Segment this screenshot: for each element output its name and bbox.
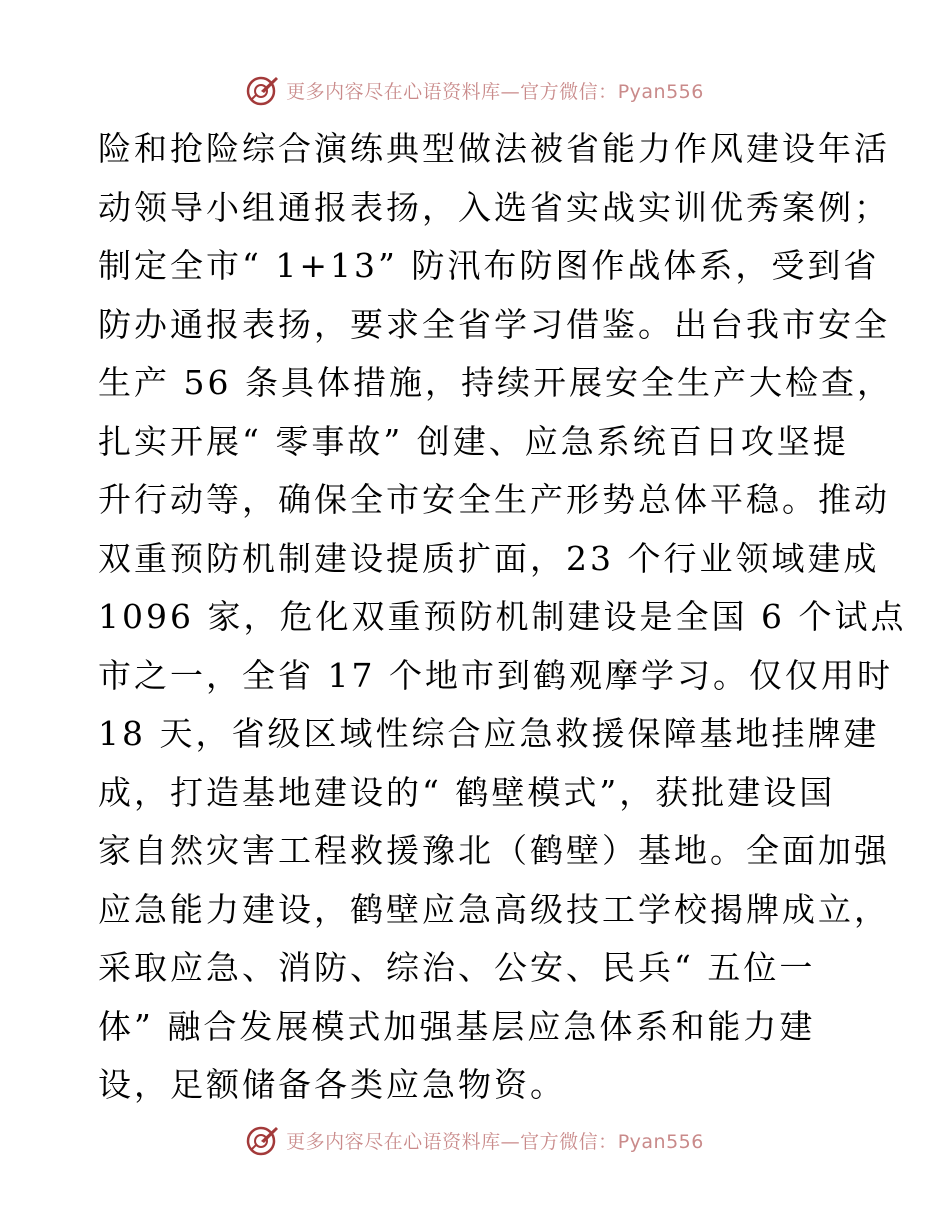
footer-watermark xyxy=(0,1120,950,1160)
text-line: 升行动等，确保全市安全生产形势总体平稳。推动 xyxy=(98,480,890,519)
watermark-official: 官方微信： xyxy=(520,80,618,103)
watermark-id: Pyan556 xyxy=(617,80,704,103)
watermark-text xyxy=(286,77,704,104)
watermark-dash: — xyxy=(500,80,521,103)
text-line: 扎实开展“ 零事故” 创建、应急系统百日攻坚提 xyxy=(98,421,849,461)
text-line: 市之一，全省 17 个地市到鹤观摩学习。仅仅用时 xyxy=(98,655,893,695)
text-line: 成，打造基地建设的“ 鹤壁模式”，获批建设国 xyxy=(98,772,836,812)
text-line: 生产 56 条具体措施，持续开展安全生产大检查， xyxy=(98,363,893,402)
text-line: 制定全市“ 1+13” 防汛布防图作战体系，受到省 xyxy=(98,246,880,285)
header-watermark xyxy=(0,70,950,110)
watermark-id: Pyan556 xyxy=(617,1130,704,1153)
text-line: 1096 家，危化双重预防机制建设是全国 6 个试点 xyxy=(98,597,907,636)
text-line: 应急能力建设，鹤壁应急高级技工学校揭牌成立， xyxy=(98,889,890,929)
text-line: 采取应急、消防、综治、公安、民兵“ 五位一 xyxy=(98,948,816,987)
watermark-text xyxy=(286,1127,704,1154)
text-line: 家自然灾害工程救援豫北（鹤壁）基地。全面加强 xyxy=(98,831,890,870)
pen-logo-icon xyxy=(246,1123,280,1157)
watermark-main: 更多内容尽在心语资料库 xyxy=(286,1130,501,1153)
text-line: 双重预防机制建设提质扩面，23 个行业领域建成 xyxy=(98,538,880,578)
text-line: 险和抢险综合演练典型做法被省能力作风建设年活 xyxy=(98,129,890,168)
text-line: 18 天，省级区域性综合应急救援保障基地挂牌建 xyxy=(98,714,880,753)
watermark-official: 官方微信： xyxy=(520,1130,618,1153)
text-line: 设，足额储备各类应急物资。 xyxy=(98,1065,566,1104)
text-line: 体” 融合发展模式加强基层应急体系和能力建 xyxy=(98,1006,816,1046)
text-line: 动领导小组通报表扬，入选省实战实训优秀案例； xyxy=(98,187,890,227)
watermark-main: 更多内容尽在心语资料库 xyxy=(286,80,501,103)
body-paragraph xyxy=(98,120,907,1115)
text-line: 防办通报表扬，要求全省学习借鉴。出台我市安全 xyxy=(98,304,890,344)
pen-logo-icon xyxy=(246,73,280,107)
watermark-dash: — xyxy=(500,1130,521,1153)
